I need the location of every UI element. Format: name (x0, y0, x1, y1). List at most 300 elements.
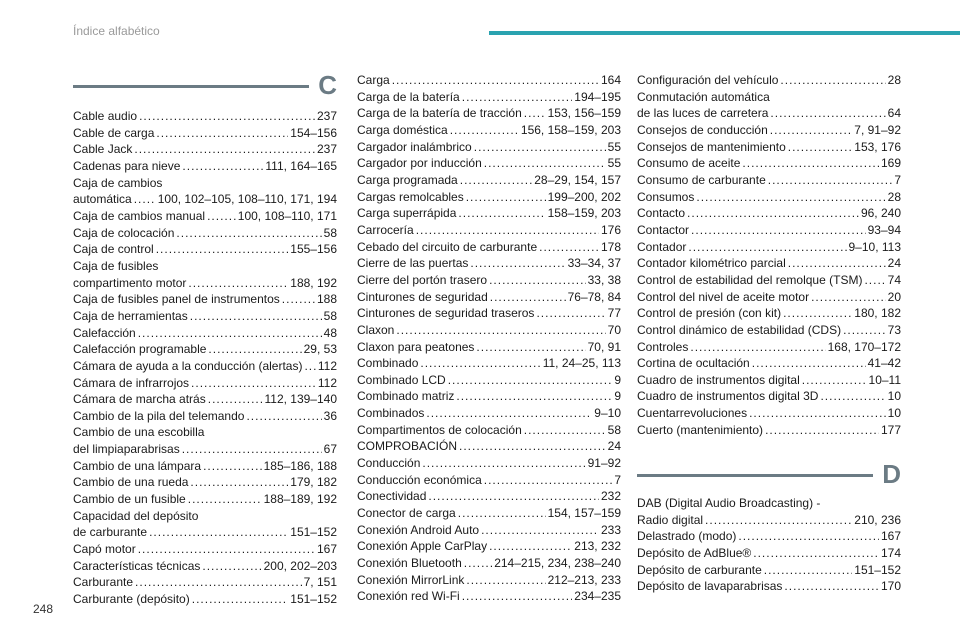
index-entry (637, 155, 901, 172)
entry-line (357, 239, 621, 256)
entry-line (73, 158, 337, 175)
entry-line (73, 358, 337, 375)
entry-line (73, 225, 337, 242)
entry-term: Depósito de AdBlue® (637, 545, 752, 560)
entry-term: Controles (637, 339, 689, 354)
index-entry (73, 491, 337, 508)
entry-heading: Cambio de una escobilla (73, 425, 205, 440)
dot-leader (490, 289, 566, 306)
entry-pages: 212–213, 233 (547, 572, 621, 587)
entry-pages: 24 (887, 256, 901, 271)
entry-line (637, 388, 901, 405)
entry-term: Carga doméstica (357, 122, 448, 137)
entry-term: Calefacción programable (73, 342, 207, 357)
entry-term: Carga de la batería (357, 89, 460, 104)
dot-leader (202, 558, 261, 575)
entry-term: de las luces de carretera (637, 106, 769, 121)
entry-term: Cargador por inducción (357, 156, 482, 171)
dot-leader (820, 388, 885, 405)
dot-leader (426, 405, 592, 422)
entry-line (357, 339, 621, 356)
index-entry (637, 422, 901, 439)
entry-pages: 237 (316, 109, 337, 123)
index-entry (73, 574, 337, 591)
entry-line (637, 122, 901, 139)
index-entry (357, 105, 621, 122)
entry-pages: 100, 108–110, 171 (237, 208, 337, 223)
entry-line (73, 241, 337, 258)
dot-leader (788, 255, 886, 272)
entry-line (73, 325, 337, 342)
entry-line (357, 205, 621, 222)
entry-term: Consejos de mantenimiento (637, 139, 786, 154)
entry-line (637, 222, 901, 239)
dot-leader (752, 355, 866, 372)
dot-leader (539, 239, 599, 256)
entry-pages: 112 (317, 375, 337, 390)
dot-leader (459, 438, 606, 455)
dot-leader (188, 491, 262, 508)
dot-leader (768, 172, 893, 189)
entry-heading: Caja de fusibles (73, 258, 159, 273)
entry-line (637, 72, 901, 89)
dot-leader (753, 545, 879, 562)
header-accent-bar (489, 31, 960, 35)
entry-term: Control del nivel de aceite motor (637, 289, 810, 304)
entry-term: Cambio de un fusible (73, 492, 186, 507)
dot-leader (448, 372, 613, 389)
entry-pages: 170 (880, 579, 901, 594)
index-entry (73, 341, 337, 358)
dot-leader (207, 208, 236, 225)
entry-pages: 11, 24–25, 113 (542, 356, 621, 371)
index-entry (357, 472, 621, 489)
entry-pages: 199–200, 202 (547, 189, 621, 204)
entry-term: Control de presión (con kit) (637, 306, 782, 321)
dot-leader (484, 472, 613, 489)
entry-list (357, 72, 621, 605)
entry-term: Cinturones de seguridad traseros (357, 306, 535, 321)
entry-pages: 111, 164–165 (265, 158, 337, 173)
index-entry (637, 528, 901, 545)
dot-leader (182, 441, 322, 458)
entry-heading: Conmutación automática (637, 89, 770, 104)
entry-term: Consejos de conducción (637, 122, 768, 137)
entry-line (73, 574, 337, 591)
entry-line (357, 438, 621, 455)
entry-pages: 180, 182 (854, 306, 901, 321)
index-entry (73, 375, 337, 392)
dot-leader (784, 578, 879, 595)
entry-term: Conectividad (357, 489, 427, 504)
dot-leader (191, 375, 316, 392)
index-entry (637, 139, 901, 156)
entry-term: Conexión red Wi-Fi (357, 589, 460, 604)
dot-leader (138, 541, 315, 558)
entry-line (637, 305, 901, 322)
index-entry (73, 474, 337, 491)
entry-pages: 41–42 (867, 356, 901, 371)
index-entry (637, 578, 901, 595)
entry-term: Cámara de marcha atrás (73, 392, 206, 407)
section-letter: C (318, 70, 337, 100)
entry-term: Combinado LCD (357, 372, 446, 387)
dot-leader (536, 305, 605, 322)
index-entry (637, 89, 901, 122)
entry-pages: 176 (600, 222, 621, 237)
dot-leader (396, 322, 605, 339)
index-entry (357, 172, 621, 189)
index-entry (637, 355, 901, 372)
entry-term: Combinado matriz (357, 389, 455, 404)
dot-leader (462, 89, 573, 106)
index-entry (357, 455, 621, 472)
entry-term: del limpiaparabrisas (73, 442, 180, 457)
entry-term: Carga programada (357, 172, 458, 187)
entry-line (637, 355, 901, 372)
dot-leader (304, 358, 315, 375)
index-entry (357, 122, 621, 139)
index-entry (637, 562, 901, 579)
entry-line (357, 555, 621, 572)
entry-term: Cortina de ocultación (637, 356, 750, 371)
dot-leader (489, 272, 586, 289)
dot-leader (687, 205, 859, 222)
dot-leader (135, 574, 302, 591)
entry-term: Carrocería (357, 222, 414, 237)
entry-pages: 33, 38 (587, 272, 621, 287)
index-entry (73, 225, 337, 242)
entry-term: Cargas remolcables (357, 189, 464, 204)
entry-line (637, 155, 901, 172)
entry-term: Compartimentos de colocación (357, 422, 522, 437)
entry-line (357, 405, 621, 422)
entry-term: Carga superrápida (357, 206, 457, 221)
entry-list (637, 495, 901, 595)
entry-line (637, 545, 901, 562)
entry-line (357, 139, 621, 156)
entry-term: Conexión Android Auto (357, 522, 480, 537)
entry-pages: 155–156 (290, 242, 337, 257)
entry-term: Cable audio (73, 109, 138, 123)
index-entry (73, 591, 337, 608)
entry-line (357, 572, 621, 589)
entry-term: Cierre del portón trasero (357, 272, 488, 287)
entry-term: Delastrado (modo) (637, 529, 737, 544)
entry-pages: 112, 139–140 (264, 392, 337, 407)
entry-line (637, 422, 901, 439)
entry-pages: 156, 158–159, 203 (520, 122, 621, 137)
dot-leader (246, 408, 321, 425)
index-entry (357, 388, 621, 405)
entry-pages: 151–152 (854, 562, 901, 577)
index-entry (357, 372, 621, 389)
dot-leader (705, 512, 852, 529)
dot-leader (524, 422, 606, 439)
entry-line (357, 105, 621, 122)
entry-line (73, 491, 337, 508)
index-entry (357, 355, 621, 372)
entry-pages: 96, 240 (860, 206, 901, 221)
index-entry (73, 258, 337, 291)
index-entry (357, 405, 621, 422)
index-entry (73, 175, 337, 208)
entry-term: de carburante (73, 525, 148, 540)
section-letter: D (882, 459, 901, 489)
entry-term: Cuerto (mantenimiento) (637, 422, 764, 437)
entry-pages: 153, 156–159 (547, 106, 621, 121)
dot-leader (476, 339, 585, 356)
dot-leader (458, 505, 546, 522)
entry-line (637, 562, 901, 579)
entry-term: Cuadro de instrumentos digital (637, 372, 800, 387)
entry-line (637, 139, 901, 156)
entry-pages: 169 (880, 156, 901, 171)
entry-line (73, 375, 337, 392)
entry-line (357, 272, 621, 289)
index-entry (637, 322, 901, 339)
entry-pages: 48 (323, 325, 337, 340)
entry-line (73, 441, 337, 458)
entry-pages: 153, 176 (854, 139, 901, 154)
entry-line (73, 125, 337, 142)
entry-pages: 10 (887, 389, 901, 404)
index-column-3 (637, 72, 901, 438)
entry-line (357, 305, 621, 322)
dot-leader (458, 205, 545, 222)
index-entry (637, 122, 901, 139)
entry-term: Combinado (357, 356, 419, 371)
entry-pages: 24 (607, 439, 621, 454)
entry-term: Cable Jack (73, 142, 133, 157)
entry-term: Cuentarrevoluciones (637, 406, 748, 421)
index-column-3-d (637, 461, 901, 595)
entry-term: Radio digital (637, 512, 704, 527)
entry-term: Carga (357, 73, 390, 87)
entry-line (357, 538, 621, 555)
entry-term: Consumo de carburante (637, 172, 766, 187)
entry-term: Cámara de infrarrojos (73, 375, 190, 390)
entry-pages: 70, 91 (587, 339, 621, 354)
dot-leader (738, 528, 879, 545)
entry-pages: 167 (880, 529, 901, 544)
entry-pages: 7, 91–92 (854, 122, 901, 137)
index-entry (73, 108, 337, 125)
entry-pages: 76–78, 84 (567, 289, 621, 304)
entry-line (357, 189, 621, 206)
index-entry (357, 339, 621, 356)
entry-pages: 188–189, 192 (263, 492, 337, 507)
entry-line (73, 541, 337, 558)
entry-pages: 73 (887, 322, 901, 337)
entry-pages: 232 (600, 489, 621, 504)
entry-list (637, 72, 901, 438)
entry-term: Combinados (357, 406, 425, 421)
entry-pages: 179, 182 (290, 475, 337, 490)
entry-pages: 234–235 (574, 589, 621, 604)
dot-leader (788, 139, 853, 156)
dot-leader (466, 189, 546, 206)
index-entry (357, 272, 621, 289)
entry-line (357, 372, 621, 389)
entry-term: Depósito de lavaparabrisas (637, 579, 783, 594)
dot-leader (420, 355, 540, 372)
entry-list (73, 108, 337, 608)
index-entry (73, 458, 337, 475)
index-entry (73, 141, 337, 158)
dot-leader (392, 72, 599, 89)
dot-leader (489, 538, 572, 555)
dot-leader (783, 305, 852, 322)
index-entry (73, 558, 337, 575)
dot-leader (770, 122, 853, 139)
entry-term: Conexión Apple CarPlay (357, 539, 488, 554)
dot-leader (764, 562, 853, 579)
entry-term: Contador (637, 239, 687, 254)
entry-pages: 151–152 (290, 592, 337, 607)
index-entry (357, 305, 621, 322)
index-column-2 (357, 72, 621, 605)
entry-pages: 9–10 (594, 406, 621, 421)
index-entry (637, 289, 901, 306)
entry-pages: 154–156 (290, 125, 337, 140)
entry-pages: 151–152 (290, 525, 337, 540)
index-entry (73, 158, 337, 175)
entry-pages: 28–29, 154, 157 (534, 172, 621, 187)
dot-leader (428, 488, 599, 505)
entry-term: Cargador inalámbrico (357, 139, 472, 154)
entry-line (73, 208, 337, 225)
entry-line (73, 108, 337, 125)
index-entry (357, 72, 621, 89)
entry-term: Cuadro de instrumentos digital 3D (637, 389, 819, 404)
entry-pages: 10 (887, 406, 901, 421)
entry-pages: 91–92 (587, 456, 621, 471)
index-entry (637, 72, 901, 89)
index-entry (637, 545, 901, 562)
entry-pages: 185–186, 188 (263, 458, 337, 473)
dot-leader (688, 239, 846, 256)
entry-pages: 55 (607, 156, 621, 171)
entry-line (637, 405, 901, 422)
page-number: 248 (33, 602, 54, 616)
entry-term: Control dinámico de estabilidad (CDS) (637, 322, 842, 337)
dot-leader (780, 72, 885, 89)
entry-line (73, 191, 337, 208)
entry-term: Cebado del circuito de carburante (357, 239, 538, 254)
entry-pages: 214–215, 234, 238–240 (494, 556, 621, 571)
entry-term: Conexión Bluetooth (357, 556, 462, 571)
entry-term: Cable de carga (73, 125, 155, 140)
dot-leader (696, 189, 885, 206)
index-entry (357, 588, 621, 605)
section-rule (73, 85, 309, 88)
entry-term: Cambio de una rueda (73, 475, 189, 490)
entry-pages: 188, 192 (290, 275, 337, 290)
entry-term: compartimento motor (73, 275, 187, 290)
entry-line (357, 422, 621, 439)
dot-leader (462, 588, 573, 605)
entry-term: Cinturones de seguridad (357, 289, 488, 304)
entry-term: Calefacción (73, 325, 136, 340)
index-entry (73, 541, 337, 558)
entry-line (637, 255, 901, 272)
entry-pages: 20 (887, 289, 901, 304)
entry-line (637, 239, 901, 256)
entry-pages: 7 (614, 472, 621, 487)
section-rule (637, 474, 873, 477)
dot-leader (765, 422, 879, 439)
dot-leader (524, 105, 546, 122)
index-entry (73, 325, 337, 342)
entry-pages: 112 (317, 358, 337, 373)
entry-pages: 58 (607, 422, 621, 437)
entry-pages: 58 (323, 308, 337, 323)
dot-leader (456, 388, 612, 405)
dot-leader (139, 108, 315, 125)
dot-leader (208, 391, 263, 408)
entry-term: Caja de herramientas (73, 308, 188, 323)
index-entry (357, 255, 621, 272)
entry-pages: 167 (316, 542, 337, 557)
entry-pages: 55 (607, 139, 621, 154)
index-entry (357, 538, 621, 555)
dot-leader (422, 455, 585, 472)
dot-leader (481, 522, 599, 539)
entry-line (357, 455, 621, 472)
entry-pages: 164 (600, 73, 621, 87)
entry-term: Contador kilométrico parcial (637, 256, 786, 271)
entry-pages: 100, 102–105, 108–110, 171, 194 (157, 192, 337, 207)
index-entry (357, 239, 621, 256)
entry-line (73, 524, 337, 541)
index-entry (637, 372, 901, 389)
entry-line (637, 528, 901, 545)
entry-pages: 174 (880, 545, 901, 560)
entry-line (73, 308, 337, 325)
entry-line (637, 339, 901, 356)
entry-term: Cierre de las puertas (357, 256, 469, 271)
entry-pages: 210, 236 (854, 512, 901, 527)
entry-pages: 28 (887, 73, 901, 87)
entry-pages: 233 (600, 522, 621, 537)
entry-pages: 10–11 (868, 372, 901, 387)
entry-pages: 7, 151 (303, 575, 337, 590)
entry-line (637, 205, 901, 222)
entry-pages: 9–10, 113 (848, 239, 901, 254)
dot-leader (770, 105, 885, 122)
entry-term: Caja de colocación (73, 225, 175, 240)
entry-term: Cadenas para nieve (73, 158, 181, 173)
index-entry (637, 205, 901, 222)
index-entry (637, 172, 901, 189)
index-entry (357, 139, 621, 156)
header-title: Índice alfabético (73, 24, 160, 38)
entry-line (73, 558, 337, 575)
entry-line (73, 458, 337, 475)
entry-pages: 64 (887, 106, 901, 121)
entry-pages: 28 (887, 189, 901, 204)
entry-line (637, 172, 901, 189)
dot-leader (749, 405, 886, 422)
entry-term: Consumo de aceite (637, 156, 741, 171)
index-entry (357, 488, 621, 505)
entry-term: Carga de la batería de tracción (357, 106, 522, 121)
dot-leader (690, 339, 825, 356)
entry-pages: 9 (614, 372, 621, 387)
dot-leader (474, 139, 606, 156)
dot-leader (466, 572, 545, 589)
